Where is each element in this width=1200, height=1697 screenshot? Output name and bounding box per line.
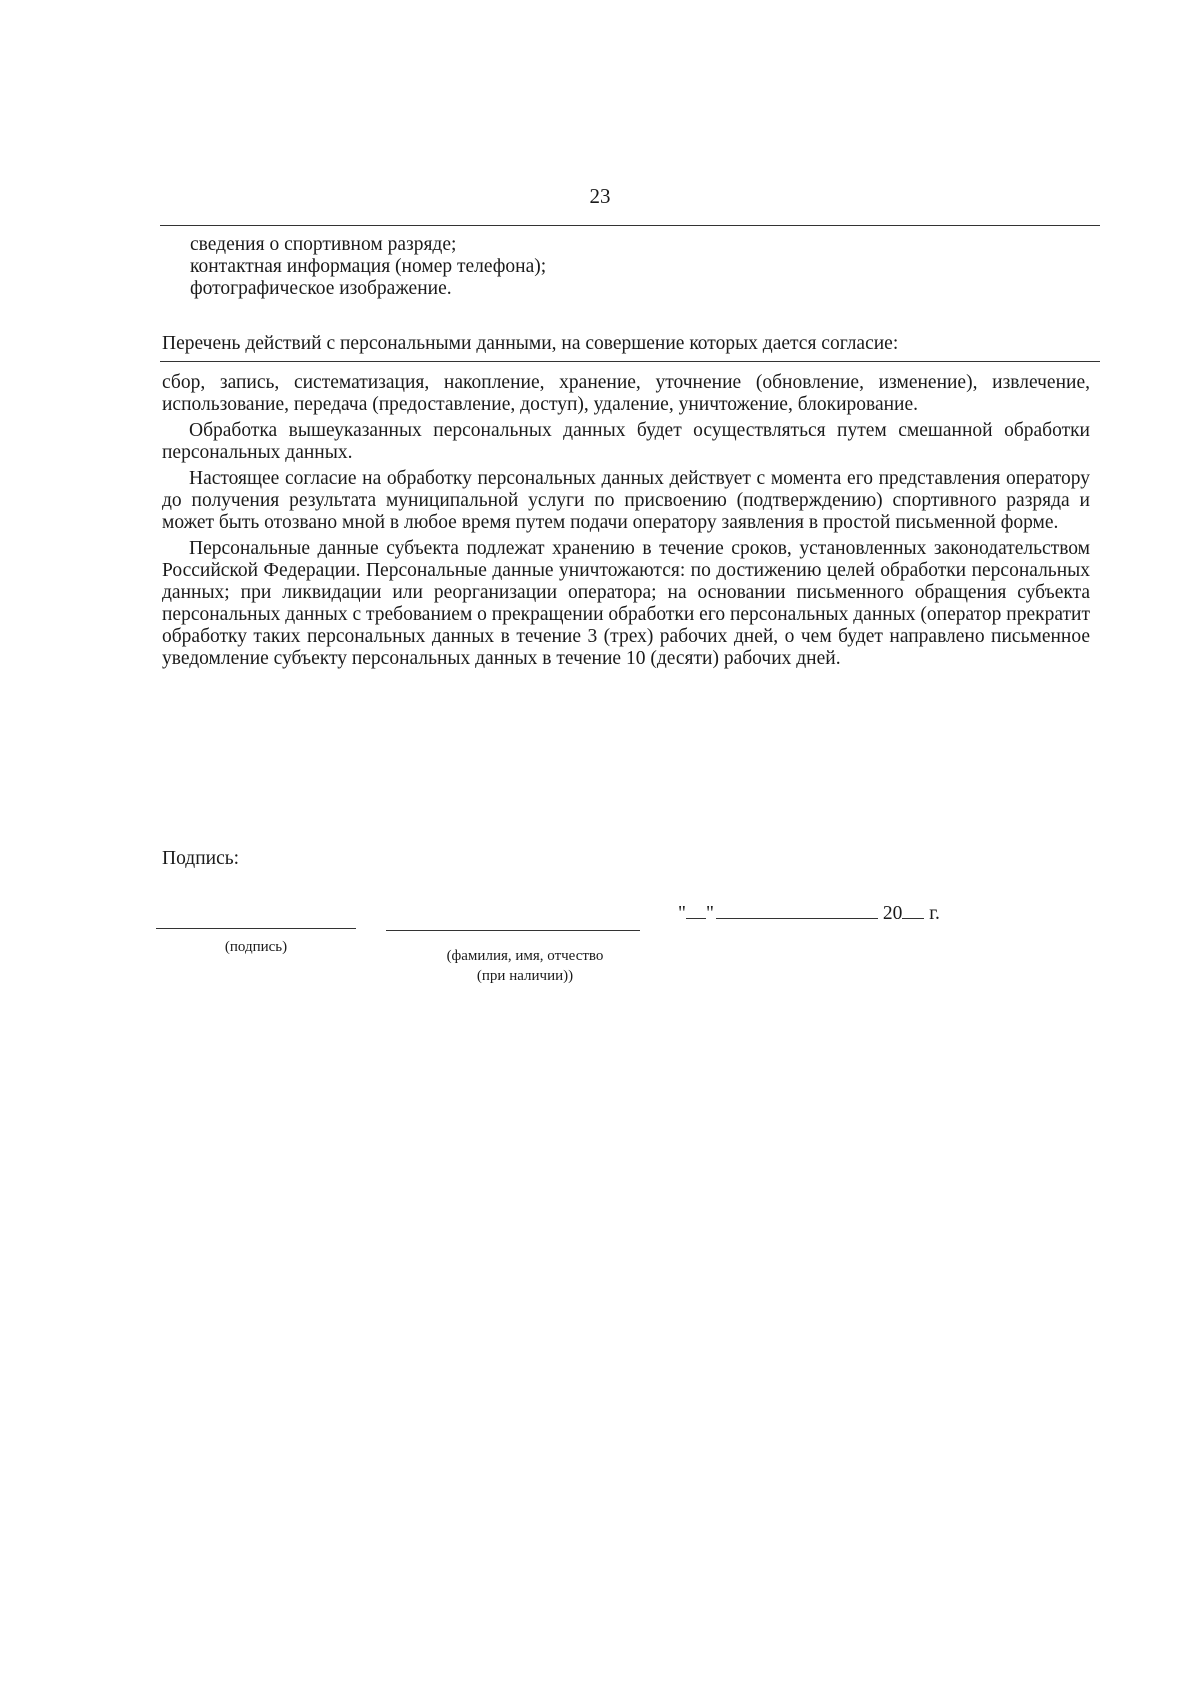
paragraph-consent-validity: Настоящее согласие на обработку персональных данных действует с момента его представления оператору до получения результата муниципальной услуги по присвоению (подтверждению) спортивного разряда и может быть отозвано мной в любое время путем подачи оператору заявления в простой письменной форме. [162,468,1090,533]
full-name-caption-line: (при наличии)) [476,968,574,984]
page-number: 23 [589,184,611,208]
signature-label: Подпись: [162,848,240,869]
date-open-quote: " [678,903,686,924]
paragraph-actions: сбор, запись, систематизация, накопление, хранение, уточнение (обновление, изменение), извлечение, использование, передача (предоставление, доступ), удаление, уничтожение, блокирование. [162,372,1090,415]
year-prefix: 20 [882,903,903,924]
full-name-caption [402,946,648,986]
month-blank [716,900,878,919]
year-blank [902,900,924,919]
year-suffix: г. [929,903,940,924]
actions-caption: Перечень действий с персональными данными, на совершение которых дается согласие: [162,333,899,354]
paragraph-storage: Персональные данные субъекта подлежат хранению в течение сроков, установленных законодательством Российской Федерации. Персональные данные уничтожаются: по достижению целей обработки персональных данных; при ликвидации или реорганизации оператора; на основании письменного обращения субъекта персональных данных с требованием о прекращении обработки его персональных данных (оператор прекратит обработку таких персональных данных в течение 3 (трех) рабочих дней, о чем будет направлено письменное уведомление субъекту персональных данных в течение 10 (десяти) рабочих дней. [162,538,1091,669]
list-item: сведения о спортивном разряде; [190,234,457,255]
full-name-caption-line: (фамилия, имя, отчество [446,948,604,964]
list-item: контактная информация (номер телефона); [190,256,547,277]
body-text [162,372,1090,674]
date-close-quote: " [705,903,714,924]
paragraph-processing: Обработка вышеуказанных персональных данных будет осуществляться путем смешанной обработки персональных данных. [162,420,1090,463]
data-items-list [190,234,546,300]
header-divider [160,225,1100,226]
signature-line [156,928,356,929]
day-blank [686,900,706,919]
full-name-line [386,930,640,931]
date-field [678,900,940,925]
list-item: фотографическое изображение. [190,278,452,299]
signature-caption: (подпись) [224,939,288,955]
caption-divider [160,361,1100,362]
